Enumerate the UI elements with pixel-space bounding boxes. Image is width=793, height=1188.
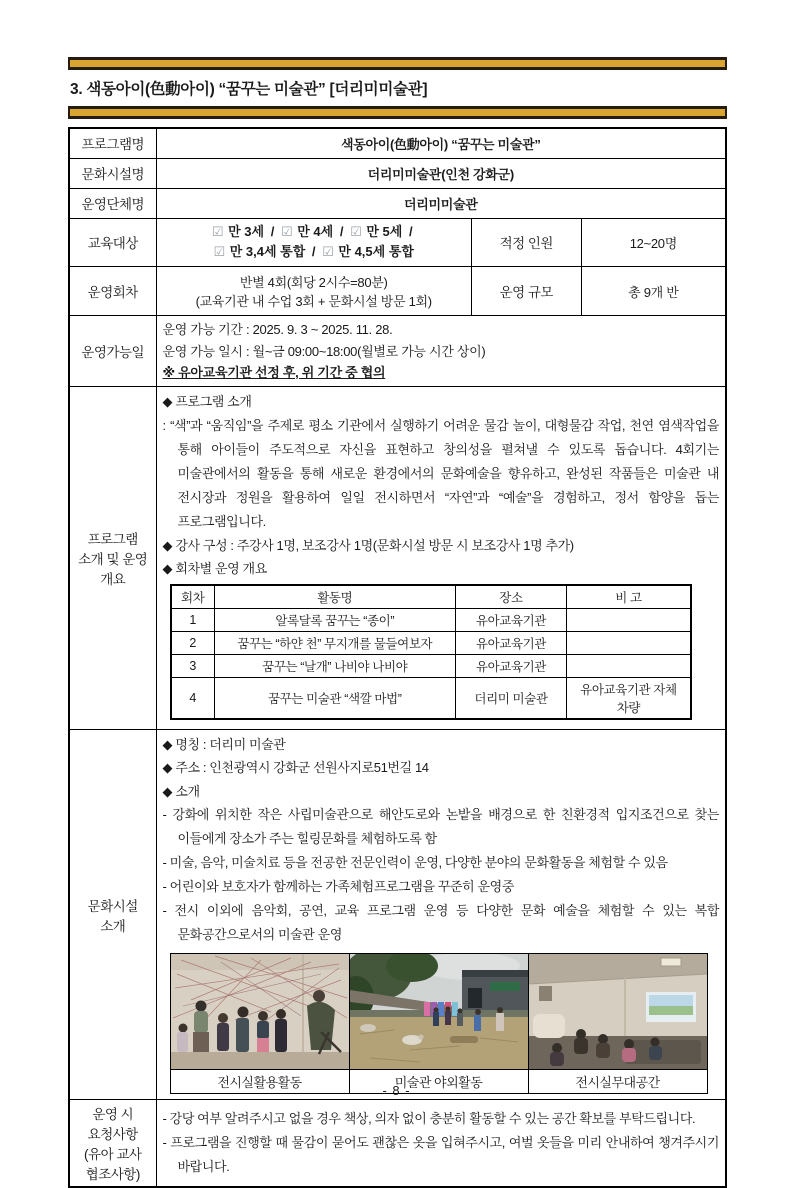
photo-caption: 전시실활용활동 — [170, 1070, 349, 1094]
screening-room-image — [529, 954, 707, 1069]
table-row-sessions — [69, 267, 726, 316]
activity-name: 꿈꾸는 “하얀 천” 무지개를 물들여보자 — [214, 631, 455, 654]
program-name-value: 색동아이(色動아이) “꿈꾸는 미술관” — [156, 128, 726, 158]
capacity-label: 적정 인원 — [471, 218, 581, 267]
session-number: 4 — [171, 677, 215, 719]
program-info-table — [68, 127, 727, 1188]
photos-row — [170, 954, 707, 1070]
gallery-string-art-image — [171, 954, 349, 1069]
operation-requests-label — [69, 1100, 156, 1188]
table-row-available-dates — [69, 316, 726, 387]
age-option-3: 만 3세 — [228, 223, 265, 239]
requests-label-line-2: (유아 교사 협조사항) — [84, 1147, 142, 1183]
checkbox-checked-icon: ☑ — [213, 244, 226, 260]
program-overview-content — [156, 387, 726, 729]
option-separator: / — [270, 223, 275, 239]
sessions-value — [156, 267, 471, 316]
organization-name-value: 더리미미술관 — [156, 188, 726, 218]
schedule-header-place: 장소 — [455, 585, 567, 609]
activity-name: 꿈꾸는 “날개” 나비야 나비야 — [214, 654, 455, 677]
schedule-row-4 — [171, 677, 691, 719]
available-period-line: 운영 가능 기간 : 2025. 9. 3 ~ 2025. 11. 28. — [162, 322, 393, 338]
instructor-line: ◆ 강사 구성 : 주강사 1명, 보조강사 1명(문화시설 방문 시 보조강사 1명 추가) — [162, 538, 574, 554]
scale-label: 운영 규모 — [471, 267, 581, 316]
facility-intro-content — [156, 729, 726, 1099]
place: 더리미 미술관 — [455, 677, 567, 719]
checkbox-checked-icon: ☑ — [322, 244, 334, 260]
age-option-34-combined: 만 3,4세 통합 — [229, 244, 306, 260]
schedule-header-row — [171, 585, 691, 609]
facility-name-value: 더리미미술관(인천 강화군) — [156, 158, 726, 188]
negotiation-note-line: ※ 유아교육기관 선정 후, 위 기간 중 협의 — [162, 364, 386, 380]
option-separator: / — [311, 244, 316, 260]
sessions-line-1: 반별 4회(회당 2시수=80분) — [239, 275, 388, 291]
table-row-facility-name — [69, 158, 726, 188]
top-gold-bar — [68, 57, 727, 70]
age-option-45-combined: 만 4,5세 통합 — [338, 244, 414, 260]
available-dates-label: 운영가능일 — [69, 316, 156, 387]
option-separator: / — [339, 223, 344, 239]
requests-label-line-1: 운영 시 요청사항 — [87, 1107, 138, 1143]
education-target-value — [156, 218, 471, 267]
table-row-organization-name — [69, 188, 726, 218]
activity-name: 꿈꾸는 미술관 “색깔 마법” — [214, 677, 455, 719]
schedule-row-1 — [171, 608, 691, 631]
photo-exhibition-stage-space — [528, 954, 707, 1070]
document-body — [68, 57, 727, 1188]
schedule-header-activity: 활동명 — [214, 585, 455, 609]
program-name-label: 프로그램명 — [69, 128, 156, 158]
schedule-row-2 — [171, 631, 691, 654]
photo-exhibition-room-activity — [170, 954, 349, 1070]
checkbox-checked-icon: ☑ — [280, 223, 293, 239]
education-target-label: 교육대상 — [69, 218, 156, 267]
session-number: 1 — [171, 608, 215, 631]
photo-caption: 전시실무대공간 — [528, 1070, 707, 1094]
facility-photos-table — [170, 953, 708, 1094]
request-bullet: - 강당 여부 알려주시고 없을 경우 책상, 의자 없이 충분히 활동할 수 있는 공간 확보를 부탁드립니다. — [162, 1111, 696, 1127]
facility-name-line: ◆ 명칭 : 더리미 미술관 — [162, 736, 286, 752]
table-row-education-target — [69, 218, 726, 267]
program-overview-label: 프로그램 소개 및 운영 개요 — [69, 387, 156, 729]
program-intro-body: : “색”과 “움직임”을 주제로 평소 기관에서 실행하기 어려운 물감 놀이, 대형물감 작업, 천연 염색작업을 통해 아이들이 주도적으로 자신을 표현하고 창의성을 펼쳐낼 수 있도록 돕습니다. 4회기는 미술관에서의 활동을 통해 새로운 환경에서의 문화예술을 향유하고, 완성된 작품들은 미술관 내 전시장과 정원을 활용하여 일일 전시하면서 “자연”과 “예술”을 경험하고, 정서 함양을 돕는 프로그램입니다. — [162, 417, 719, 529]
photo-museum-outdoor-activity — [349, 954, 528, 1070]
age-option-5: 만 5세 — [366, 223, 403, 239]
session-number: 2 — [171, 631, 215, 654]
note — [567, 608, 691, 631]
document-title: 3. 색동아이(色動아이) “꿈꾸는 미술관” [더리미미술관] — [70, 81, 428, 98]
place: 유아교육기관 — [455, 608, 567, 631]
note — [567, 654, 691, 677]
note: 유아교육기관 자체 차량 — [567, 677, 691, 719]
title-underline-gold-bar — [68, 106, 727, 119]
available-dates-value — [156, 316, 726, 387]
place: 유아교육기관 — [455, 631, 567, 654]
session-number: 3 — [171, 654, 215, 677]
facility-bullet: - 어린이와 보호자가 함께하는 가족체험프로그램을 꾸준히 운영중 — [162, 879, 514, 895]
museum-outdoor-image — [350, 954, 528, 1069]
table-row-operation-requests — [69, 1100, 726, 1188]
schedule-heading: ◆ 회차별 운영 개요 — [162, 561, 267, 577]
organization-name-label: 운영단체명 — [69, 188, 156, 218]
place: 유아교육기관 — [455, 654, 567, 677]
table-row-program-name — [69, 128, 726, 158]
photo-caption: 미술관 야외활동 — [349, 1070, 528, 1094]
table-row-program-overview — [69, 387, 726, 729]
checkbox-checked-icon: ☑ — [350, 223, 362, 239]
request-bullet: - 프로그램을 진행할 때 물감이 묻어도 괜찮은 옷을 입혀주시고, 여벌 옷들을 미리 안내하여 챙겨주시기 바랍니다. — [162, 1135, 719, 1175]
available-time-line: 운영 가능 일시 : 월~금 09:00~18:00(월별로 가능 시간 상이) — [162, 343, 486, 359]
scale-value: 총 9개 반 — [581, 267, 726, 316]
sessions-label: 운영회차 — [69, 267, 156, 316]
capacity-value: 12~20명 — [581, 218, 726, 267]
table-row-facility-intro — [69, 729, 726, 1099]
page-number: - 8 - — [382, 1083, 411, 1098]
operation-requests-content — [156, 1100, 726, 1188]
facility-intro-label: 문화시설 소개 — [69, 729, 156, 1099]
education-target-line-2 — [163, 242, 465, 263]
sessions-line-2: (교육기관 내 수업 3회 + 문화시설 방문 1회) — [195, 294, 432, 310]
program-intro-heading: ◆ 프로그램 소개 — [162, 394, 252, 410]
education-target-line-1 — [163, 222, 465, 243]
facility-address-line: ◆ 주소 : 인천광역시 강화군 선원사지로51번길 14 — [162, 760, 429, 776]
facility-bullet: - 미술, 음악, 미술치료 등을 전공한 전문인력이 운영, 다양한 분야의 문화활동을 체험할 수 있음 — [162, 855, 668, 871]
schedule-row-3 — [171, 654, 691, 677]
facility-name-label: 문화시설명 — [69, 158, 156, 188]
age-option-4: 만 4세 — [297, 223, 334, 239]
schedule-header-note: 비 고 — [567, 585, 691, 609]
note — [567, 631, 691, 654]
session-schedule-table — [170, 584, 692, 720]
schedule-header-session: 회차 — [171, 585, 215, 609]
option-separator: / — [408, 223, 413, 239]
facility-bullet: - 강화에 위치한 작은 사립미술관으로 해안도로와 논밭을 배경으로 한 친환경적 입지조건으로 찾는 이들에게 장소가 주는 힐링문화를 체험하도록 함 — [162, 806, 719, 847]
activity-name: 알록달록 꿈꾸는 “종이” — [214, 608, 455, 631]
facility-bullet: - 전시 이외에 음악회, 공연, 교육 프로그램 운영 등 다양한 문화 예술을 체험할 수 있는 복합 문화공간으로서의 미술관 운영 — [162, 903, 719, 943]
facility-intro-heading: ◆ 소개 — [162, 783, 200, 799]
checkbox-checked-icon: ☑ — [211, 223, 224, 239]
